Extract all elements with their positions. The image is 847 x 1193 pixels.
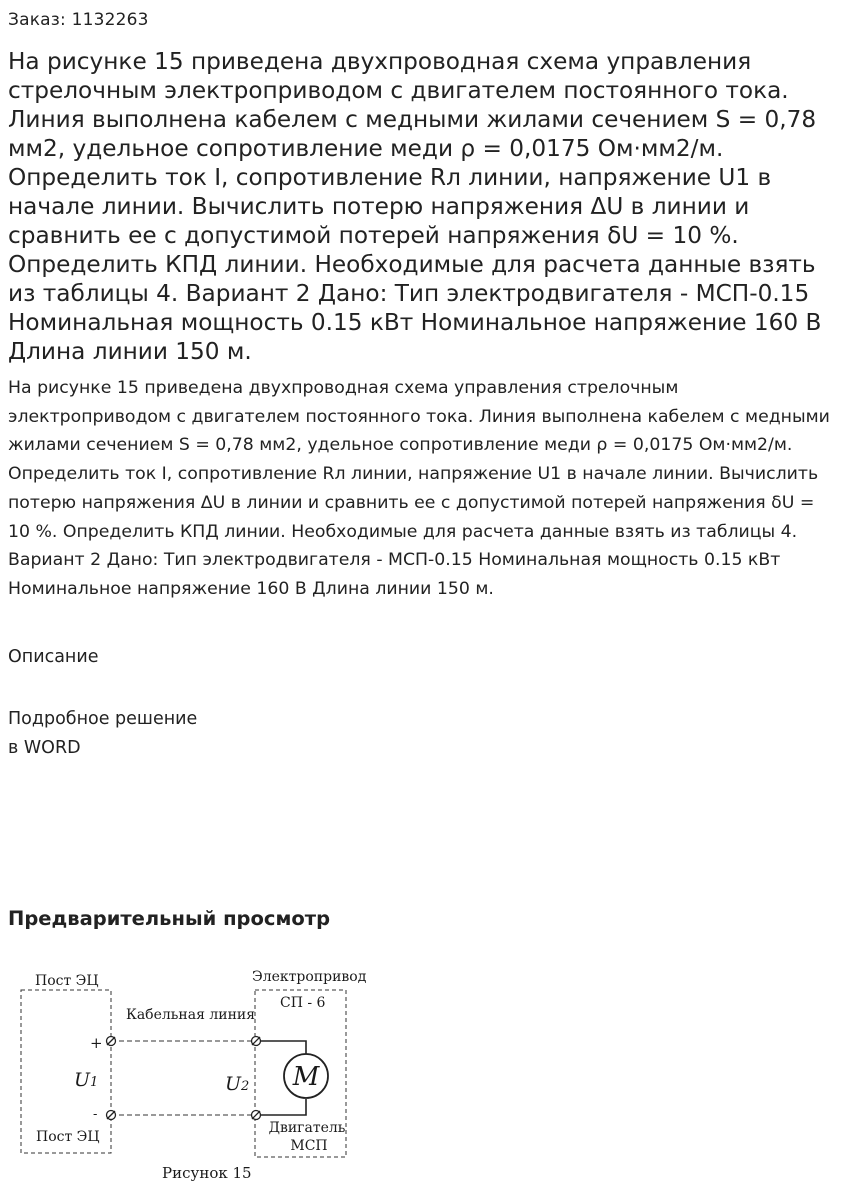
description-label: Описание bbox=[8, 647, 99, 667]
motor-label-line1: Двигатель bbox=[268, 1120, 346, 1136]
terminal-icon bbox=[252, 1111, 261, 1120]
motor-symbol: M bbox=[292, 1062, 320, 1092]
cable-line-label: Кабельная линия bbox=[126, 1007, 256, 1023]
task-description: На рисунке 15 приведена двухпроводная схема управления стрелочным электроприводом с двигателем постоянного тока. Линия выполнена кабелем с медными жилами сечением S = 0,78 мм2, удельное сопротивление меди ρ = 0,0175 Ом·мм2/м. Определить ток I, сопротивление Rл линии, напряжение U1 в начале линии. Вычислить потерю напряжения ΔU в линии и сравнить ее с допустимой потерей напряжения δU = 10 %. Определить КПД линии. Необходимые для расчета данные взять из таблицы 4. Вариант 2 Дано: Тип электродвигателя - МСП-0.15 Номинальная мощность 0.15 кВт Номинальное напряжение 160 В Длина линии 150 м. bbox=[8, 378, 830, 599]
plus-sign: + bbox=[90, 1034, 103, 1052]
task-title: На рисунке 15 приведена двухпроводная схема управления стрелочным электроприводом с двигателем постоянного тока. Линия выполнена кабелем с медными жилами сечением S = 0,78 мм2, удельное сопротивление меди ρ = 0,0175 Ом·мм2/м. Определить ток I, сопротивление Rл линии, напряжение U1 в начале линии. Вычислить потерю напряжения ΔU в линии и сравнить ее с допустимой потерей напряжения δU = 10 %. Определить КПД линии. Необходимые для расчета данные взять из таблицы 4. Вариант 2 Дано: Тип электродвигателя - МСП-0.15 Номинальная мощность 0.15 кВт Номинальное напряжение 160 В Длина линии 150 м. bbox=[8, 48, 822, 365]
drive-title-label: Электропривод bbox=[252, 969, 367, 985]
motor-wire-top bbox=[260, 1041, 306, 1054]
circuit-figure bbox=[0, 960, 380, 1192]
terminal-icon bbox=[107, 1037, 116, 1046]
drive-model-label: СП - 6 bbox=[280, 995, 326, 1011]
motor-label-line2: МСП bbox=[290, 1138, 328, 1154]
motor-wire-bottom bbox=[260, 1099, 306, 1115]
terminal-icon bbox=[252, 1037, 261, 1046]
post-top-label: Пост ЭЦ bbox=[35, 973, 99, 989]
minus-sign: - bbox=[93, 1107, 98, 1122]
solution-label-line2: в WORD bbox=[8, 738, 81, 758]
u2-label: U2 bbox=[225, 1073, 250, 1095]
solution-label-line1: Подробное решение bbox=[8, 709, 198, 729]
post-bottom-label: Пост ЭЦ bbox=[36, 1129, 100, 1145]
order-number: Заказ: 1132263 bbox=[8, 10, 149, 30]
preview-heading: Предварительный просмотр bbox=[8, 907, 331, 930]
u1-label: U1 bbox=[74, 1069, 99, 1091]
figure-caption: Рисунок 15 bbox=[162, 1164, 252, 1182]
terminal-icon bbox=[107, 1111, 116, 1120]
